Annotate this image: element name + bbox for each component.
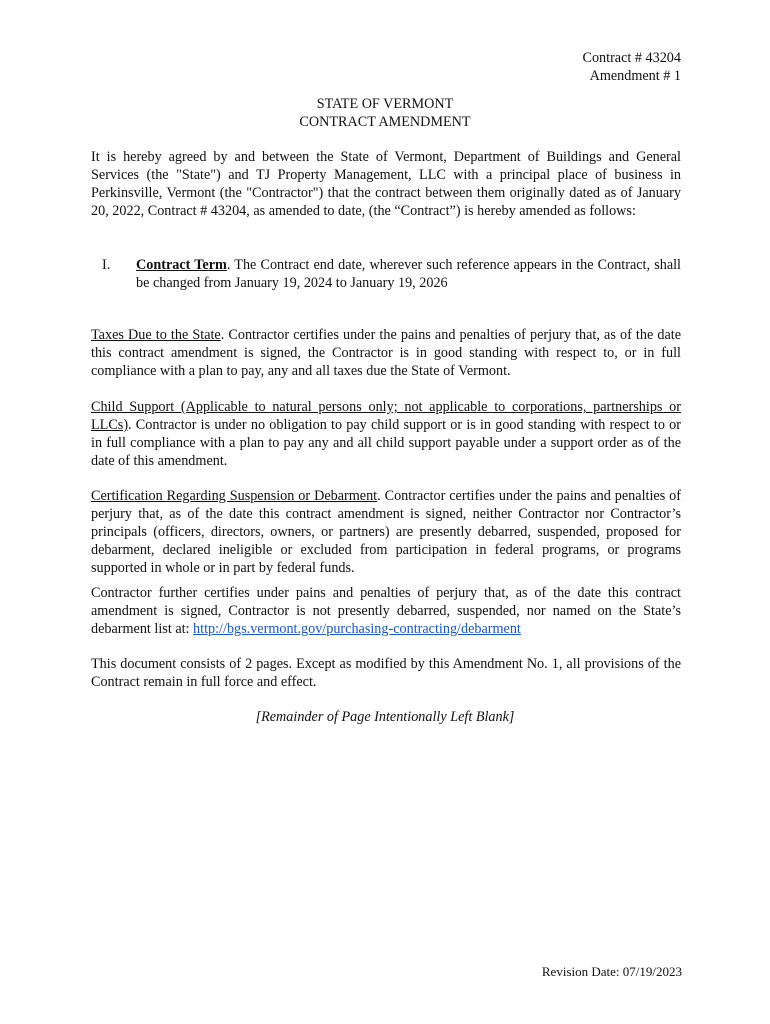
remainder-note: [Remainder of Page Intentionally Left Blank] — [255, 709, 515, 725]
item-heading: Contract Term — [136, 257, 227, 273]
pages-note-paragraph: This document consists of 2 pages. Except as modified by this Amendment No. 1, all provisions of the Contract remain in full force and effect. — [91, 656, 681, 690]
further-certification-paragraph — [91, 584, 681, 638]
debarment-body: . Contractor certifies under the pains and penalties of perjury that, as of the date this contract amendment is signed, neither Contractor nor Contractor’s principals (officers, directors, owners, or partners) are presently debarred, suspended, proposed for debarment, declared ineligible or excluded from participation in federal programs, or programs supported in whole or in part by federal funds. — [91, 488, 681, 576]
debarment-heading: Certification Regarding Suspension or Debarment — [91, 488, 378, 504]
child-support-body: . Contractor is under no obligation to pay child support or is in good standing with respect to or in full compliance with a plan to pay any and all child support payable under a support order as of the date of this amendment. — [91, 417, 681, 469]
amendment-number: Amendment # 1 — [589, 68, 681, 84]
debarment-list-link[interactable]: http://bgs.vermont.gov/purchasing-contracting/debarment — [193, 621, 521, 637]
revision-date: Revision Date: 07/19/2023 — [541, 964, 682, 979]
contract-number: Contract # 43204 — [582, 50, 681, 66]
title-line-1: STATE OF VERMONT — [316, 96, 454, 112]
taxes-paragraph — [91, 326, 681, 380]
further-body: Contractor further certifies under pains and penalties of perjury that, as of the date this contract amendment is signed, Contractor is not presently debarred, suspended, nor named on the State’s debarment list at: — [91, 585, 681, 637]
title-line-2: CONTRACT AMENDMENT — [299, 114, 471, 130]
document-title — [0, 95, 770, 131]
debarment-paragraph — [91, 487, 681, 577]
child-support-heading: Child Support (Applicable to natural persons only; not applicable to corporations, partnerships or LLCs) — [91, 399, 681, 433]
taxes-body: . Contractor certifies under the pains and penalties of perjury that, as of the date this contract amendment is signed, the Contractor is in good standing with respect to, or in full compliance with a plan to pay, any and all taxes due the State of Vermont. — [91, 327, 681, 379]
taxes-heading: Taxes Due to the State — [91, 327, 221, 343]
intro-paragraph: It is hereby agreed by and between the State of Vermont, Department of Buildings and General Services (the "State") and TJ Property Management, LLC with a principal place of business in Perkinsville, Vermont (the "Contractor") that the contract between them originally dated as of January 20, 2022, Contract # 43204, as amended to date, (the “Contract”) is hereby amended as follows: — [91, 149, 681, 219]
contract-header — [582, 49, 681, 85]
item-text — [136, 256, 681, 292]
item-body: . The Contract end date, wherever such reference appears in the Contract, shall be changed from January 19, 2024 to January 19, 2026 — [136, 257, 681, 291]
item-number: I. — [102, 257, 111, 273]
child-support-paragraph — [91, 398, 681, 470]
